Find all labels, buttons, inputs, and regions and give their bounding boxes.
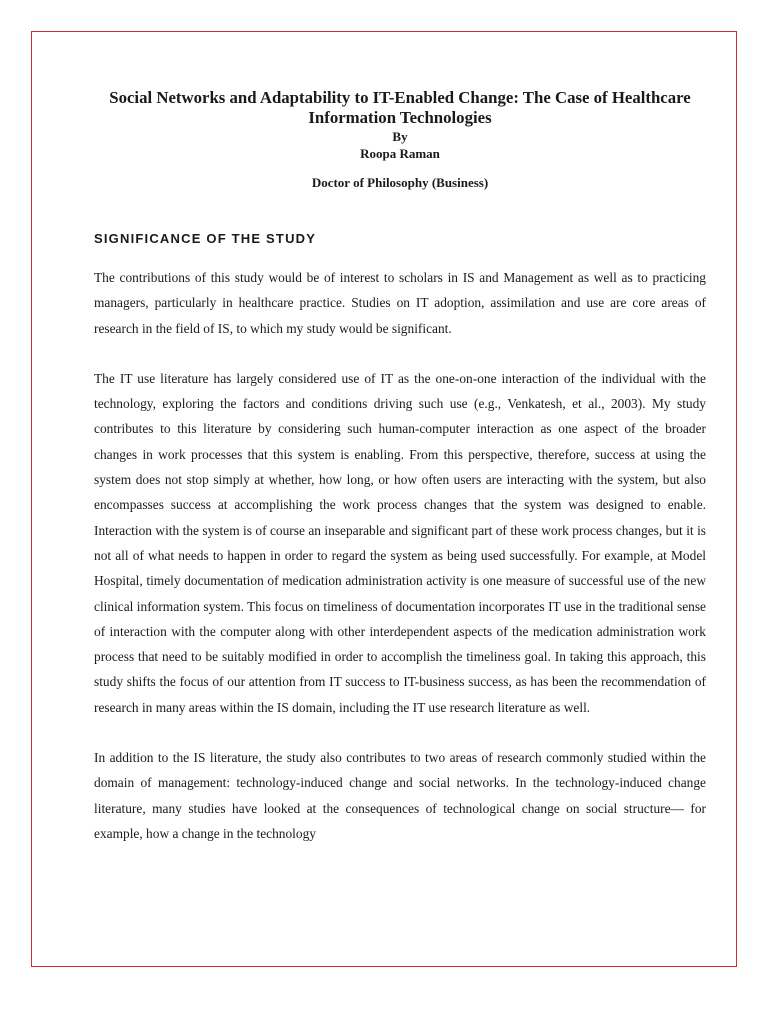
author-name: Roopa Raman — [360, 146, 440, 161]
title-block — [94, 88, 706, 191]
body-paragraph: The contributions of this study would be of interest to scholars in IS and Management as well as to practicing managers, particularly in healthcare practice. Studies on IT adoption, assimilation and use are core areas of research in the field of IS, to which my study would be significant. — [94, 270, 706, 336]
document-content — [94, 32, 706, 846]
section-heading: SIGNIFICANCE OF THE STUDY — [94, 231, 317, 246]
body-paragraph: The IT use literature has largely considered use of IT as the one-on-one interaction of the individual with the technology, exploring the factors and conditions driving such use (e.g., Venkatesh, et al., 2003). My study contributes to this literature by considering such human-computer interaction as one aspect of the broader changes in work processes that this system is enabling. From this perspective, therefore, success at using the system does not stop simply at whether, how long, or how often users are interacting with the system, but also encompasses success at accomplishing the work process changes that the system was designed to enable. Interaction with the system is of course an inseparable and significant part of these work process changes, but it is not all of what needs to happen in order to regard the system as being used successfully. For example, at Model Hospital, timely documentation of medication administration activity is one measure of successful use of the new clinical information system. This focus on timeliness of documentation incorporates IT use in the traditional sense of interaction with the computer along with other interdependent aspects of the medication administration work process that need to be suitably modified in order to accomplish the timeliness goal. In taking this approach, this study shifts the focus of our attention from IT success to IT-business success, as has been the recommendation of research in many areas within the IS domain, including the IT use research literature as well. — [94, 370, 706, 715]
byline: By — [392, 129, 408, 144]
body-paragraph: In addition to the IS literature, the study also contributes to two areas of research commonly studied within the domain of management: technology-induced change and social networks. In the technology-induced change literature, many studies have looked at the consequences of technological change on social structure— for example, how a change in the technology — [94, 750, 706, 841]
page-frame — [31, 31, 737, 967]
document-title: Social Networks and Adaptability to IT-Enabled Change: The Case of Healthcare Information Technologies — [109, 88, 691, 127]
degree-line: Doctor of Philosophy (Business) — [311, 175, 489, 190]
